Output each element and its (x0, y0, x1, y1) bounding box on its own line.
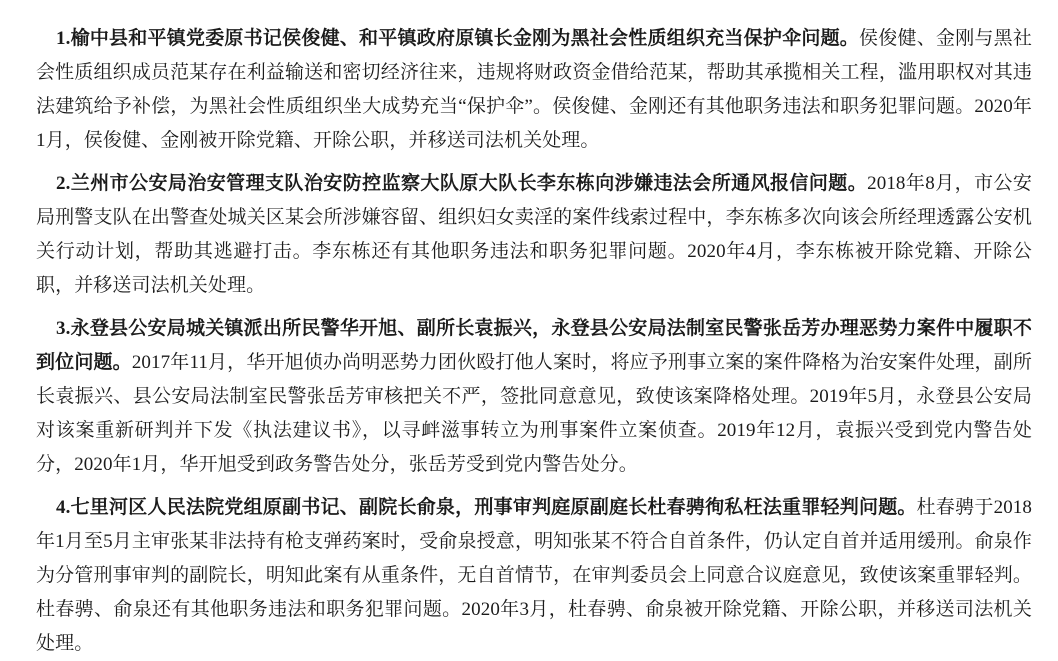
paragraph-heading: 兰州市公安局治安管理支队治安防控监察大队原大队长李东栋向涉嫌违法会所通风报信问题。 (70, 173, 868, 194)
paragraph-body: 2018年8月，市公安局刑警支队在出警查处城关区某会所涉嫌容留、组织妇女卖淫的案件线索过程中，李东栋多次向该会所经理透露公安机关行动计划，帮助其逃避打击。李东栋还有其他职务违法和职务犯罪问题。2020年4月，李东栋被开除党籍、开除公职，并移送司法机关处理。 (36, 173, 1032, 296)
paragraph-heading: 榆中县和平镇党委原书记侯俊健、和平镇政府原镇长金刚为黑社会性质组织充当保护伞问题。 (70, 28, 860, 49)
paragraph-body: 2017年11月，华开旭侦办尚明恶势力团伙殴打他人案时，将应予刑事立案的案件降格为治安案件处理，副所长袁振兴、县公安局法制室民警张岳芳审核把关不严，签批同意意见，致使该案降格处理。2019年5月，永登县公安局对该案重新研判并下发《执法建议书》，以寻衅滋事转立为刑事案件立案侦查。2019年12月，袁振兴受到党内警告处分，2020年1月，华开旭受到政务警告处分，张岳芳受到党内警告处分。 (36, 352, 1032, 475)
paragraph-number: 1. (56, 28, 71, 49)
paragraph-4 (36, 491, 1032, 661)
paragraph-1 (36, 22, 1032, 158)
paragraph-heading: 永登县公安局城关镇派出所民警华开旭、副所长袁振兴，永登县公安局法制室民警张岳芳办理恶势力案件中履职不到位问题。 (36, 318, 1032, 373)
paragraph-3 (36, 312, 1032, 482)
paragraph-number: 4. (56, 497, 71, 518)
paragraph-number: 2. (56, 173, 71, 194)
paragraph-body: 杜春骋于2018年1月至5月主审张某非法持有枪支弹药案时，受俞泉授意，明知张某不符合自首条件，仍认定自首并适用缓刑。俞泉作为分管刑事审判的副院长，明知此案有从重条件，无自首情节，在审判委员会上同意合议庭意见，致使该案重罪轻判。杜春骋、俞泉还有其他职务违法和职务犯罪问题。2020年3月，杜春骋、俞泉被开除党籍、开除公职，并移送司法机关处理。 (36, 497, 1032, 654)
paragraph-heading: 七里河区人民法院党组原副书记、副院长俞泉，刑事审判庭原副庭长杜春骋徇私枉法重罪轻判问题。 (70, 497, 917, 518)
paragraph-2 (36, 167, 1032, 303)
paragraph-body: 侯俊健、金刚与黑社会性质组织成员范某存在利益输送和密切经济往来，违规将财政资金借给范某，帮助其承揽相关工程，滥用职权对其违法建筑给予补偿，为黑社会性质组织坐大成势充当“保护伞”。侯俊健、金刚还有其他职务违法和职务犯罪问题。2020年1月，侯俊健、金刚被开除党籍、开除公职，并移送司法机关处理。 (36, 28, 1032, 151)
paragraph-number: 3. (56, 318, 71, 339)
